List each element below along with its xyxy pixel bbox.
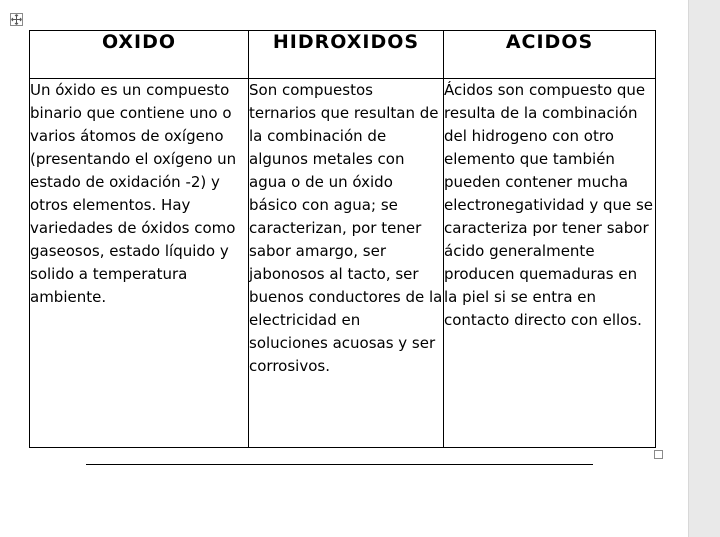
comparison-table bbox=[29, 30, 656, 448]
content-row bbox=[30, 79, 656, 448]
header-hidroxidos[interactable]: HIDROXIDOS bbox=[249, 31, 444, 79]
horizontal-rule bbox=[86, 464, 593, 465]
side-panel-strip bbox=[688, 0, 720, 537]
cell-acidos-text[interactable]: Ácidos son compuesto que resulta de la combinación del hidrogeno con otro elemento que también pueden contener mucha electronegatividad y que se caracteriza por tener sabor ácido generalmente producen quemaduras en la piel si se entra en contacto directo con ellos. bbox=[444, 79, 656, 448]
table-resize-handle-icon[interactable] bbox=[654, 450, 663, 459]
cell-hidroxidos-text[interactable]: Son compuestos ternarios que resultan de la combinación de algunos metales con agua o de un óxido básico con agua; se caracterizan, por tener sabor amargo, ser jabonosos al tacto, ser buenos conductores de la electricidad en soluciones acuosas y ser corrosivos. bbox=[249, 79, 444, 448]
header-oxido[interactable]: OXIDO bbox=[30, 31, 249, 79]
cell-oxido-text[interactable]: Un óxido es un compuesto binario que contiene uno o varios átomos de oxígeno (presentando el oxígeno un estado de oxidación -2) y otros elementos. Hay variedades de óxidos como gaseosos, estado líquido y solido a temperatura ambiente. bbox=[30, 79, 249, 448]
header-acidos[interactable]: ACIDOS bbox=[444, 31, 656, 79]
header-row bbox=[30, 31, 656, 79]
table-move-handle-icon[interactable] bbox=[10, 13, 23, 26]
